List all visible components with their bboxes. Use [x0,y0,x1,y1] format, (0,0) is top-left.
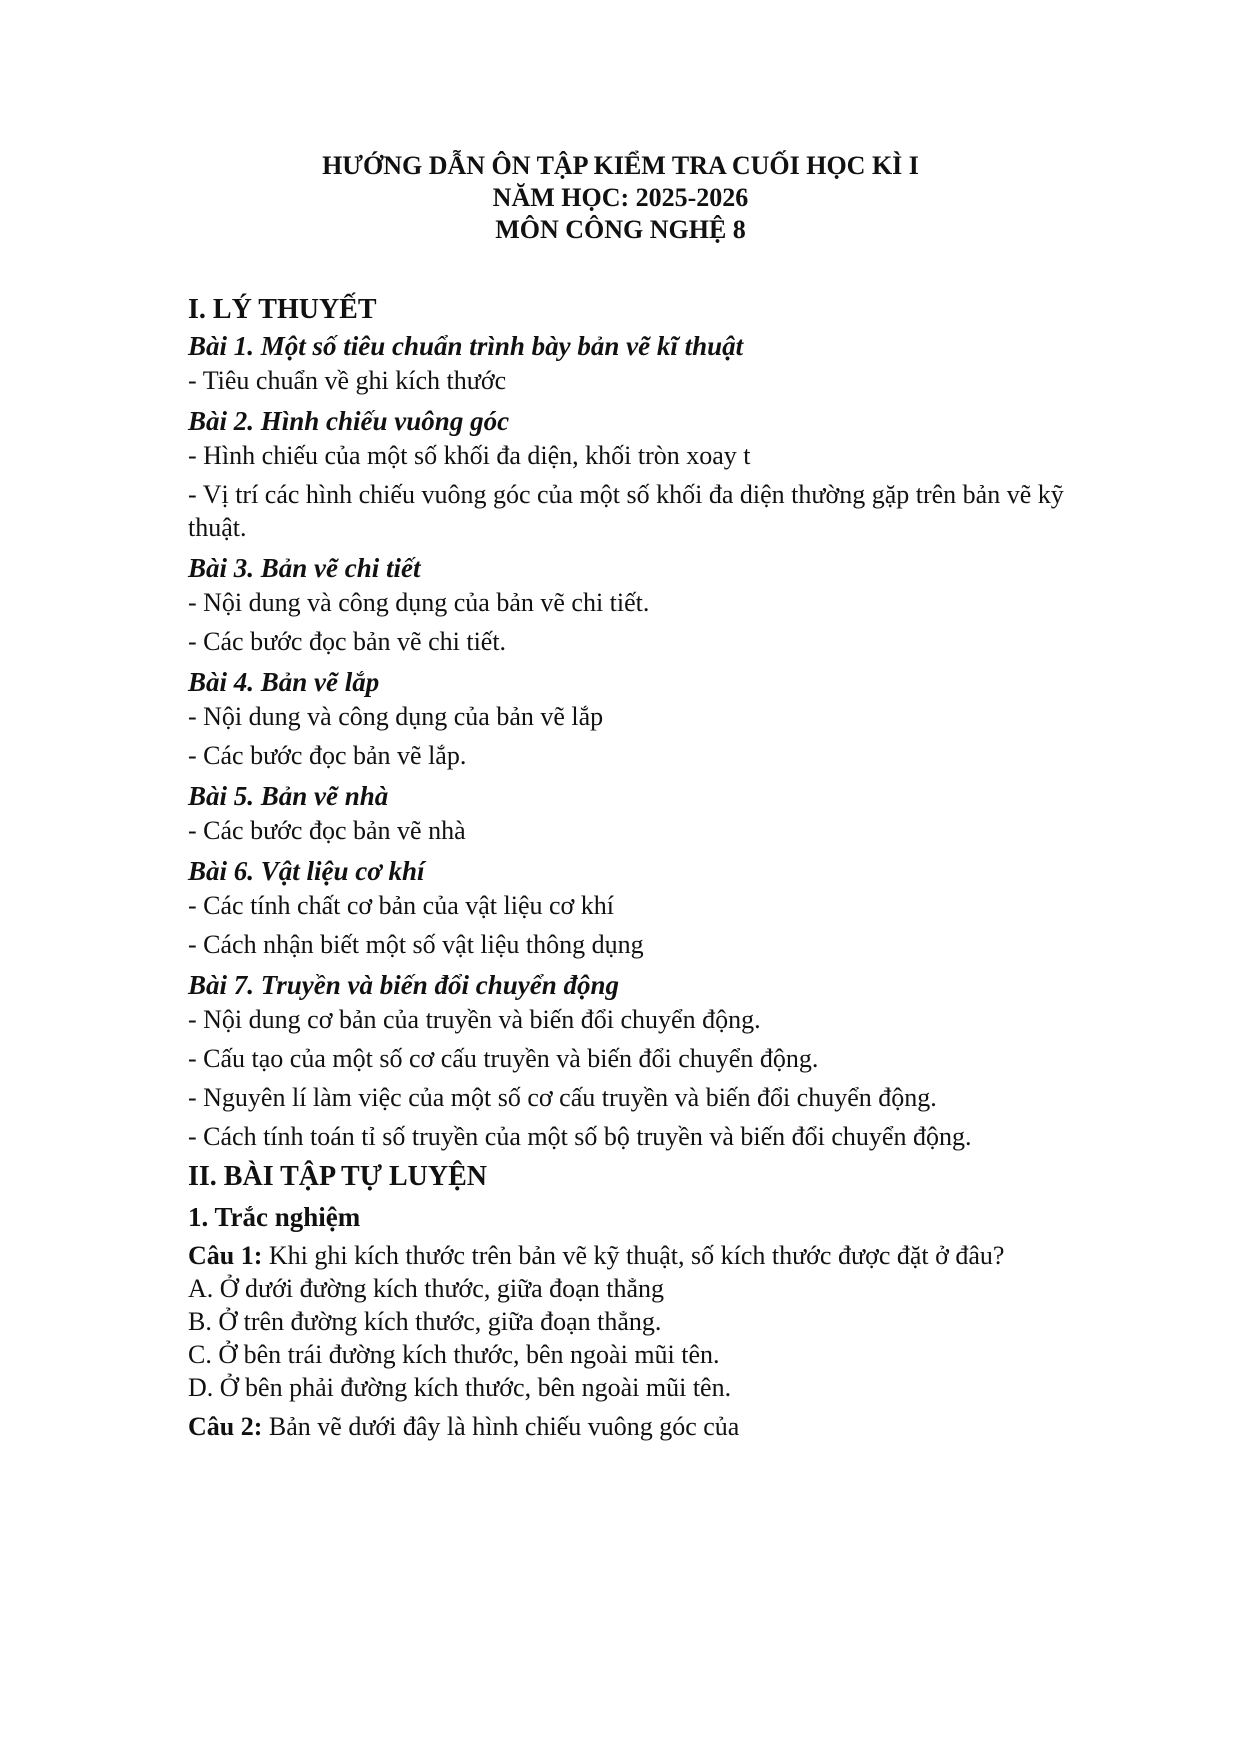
lesson-3-item: - Nội dung và công dụng của bản vẽ chi tiết. [188,588,650,617]
answer-option-c: C. Ở bên trái đường kích thước, bên ngoài mũi tên. [188,1340,720,1369]
question-number: Câu 2: [188,1412,263,1441]
question-1 [188,1239,1068,1272]
lesson-7-item: - Cách tính toán tỉ số truyền của một số bộ truyền và biến đổi chuyển động. [188,1122,972,1151]
lesson-6-item: - Cách nhận biết một số vật liệu thông dụng [188,930,644,959]
question-text: Bản vẽ dưới đây là hình chiếu vuông góc của [262,1412,740,1441]
lesson-3-title: Bài 3. Bản vẽ chi tiết [188,553,421,583]
section-exercises-title: II. BÀI TẬP TỰ LUYỆN [188,1161,488,1192]
question-text: Khi ghi kích thước trên bản vẽ kỹ thuật, số kích thước được đặt ở đâu? [262,1241,1005,1270]
answer-option-d: D. Ở bên phải đường kích thước, bên ngoài mũi tên. [188,1373,732,1402]
question-number: Câu 1: [188,1241,263,1270]
lesson-7-item: - Nguyên lí làm việc của một số cơ cấu truyền và biến đổi chuyển động. [188,1083,937,1112]
header-subject: MÔN CÔNG NGHỆ 8 [495,215,746,244]
lesson-6-title: Bài 6. Vật liệu cơ khí [188,856,425,886]
lesson-2-item: - Vị trí các hình chiếu vuông góc của một số khối đa diện thường gặp trên bản vẽ kỹ thuật. [188,480,1064,542]
subsection-multiple-choice: 1. Trắc nghiệm [188,1202,361,1232]
lesson-2-title: Bài 2. Hình chiếu vuông góc [188,406,510,436]
lesson-1-title: Bài 1. Một số tiêu chuẩn trình bày bản vẽ kĩ thuật [188,331,744,361]
lesson-7-item: - Cấu tạo của một số cơ cấu truyền và biến đổi chuyển động. [188,1044,819,1073]
question-2 [188,1410,1068,1443]
answer-option-a: A. Ở dưới đường kích thước, giữa đoạn thẳng [188,1274,664,1303]
section-theory-title: I. LÝ THUYẾT [188,294,377,325]
lesson-1-item: - Tiêu chuẩn về ghi kích thước [188,366,507,395]
lesson-4-item: - Nội dung và công dụng của bản vẽ lắp [188,702,604,731]
lesson-4-title: Bài 4. Bản vẽ lắp [188,667,380,697]
lesson-7-item: - Nội dung cơ bản của truyền và biến đổi chuyển động. [188,1005,761,1034]
document-header [0,150,1241,246]
lesson-6-item: - Các tính chất cơ bản của vật liệu cơ khí [188,891,615,920]
document-body [188,292,1068,1443]
lesson-5-title: Bài 5. Bản vẽ nhà [188,781,389,811]
header-title: HƯỚNG DẪN ÔN TẬP KIỂM TRA CUỐI HỌC KÌ I [322,151,919,180]
lesson-2-item: - Hình chiếu của một số khối đa diện, khối tròn xoay t [188,441,751,470]
lesson-5-item: - Các bước đọc bản vẽ nhà [188,816,466,845]
lesson-3-item: - Các bước đọc bản vẽ chi tiết. [188,627,507,656]
header-school-year: NĂM HỌC: 2025-2026 [492,183,749,212]
answer-option-b: B. Ở trên đường kích thước, giữa đoạn thẳng. [188,1307,662,1336]
lesson-7-title: Bài 7. Truyền và biến đổi chuyển động [188,970,620,1000]
lesson-4-item: - Các bước đọc bản vẽ lắp. [188,741,467,770]
